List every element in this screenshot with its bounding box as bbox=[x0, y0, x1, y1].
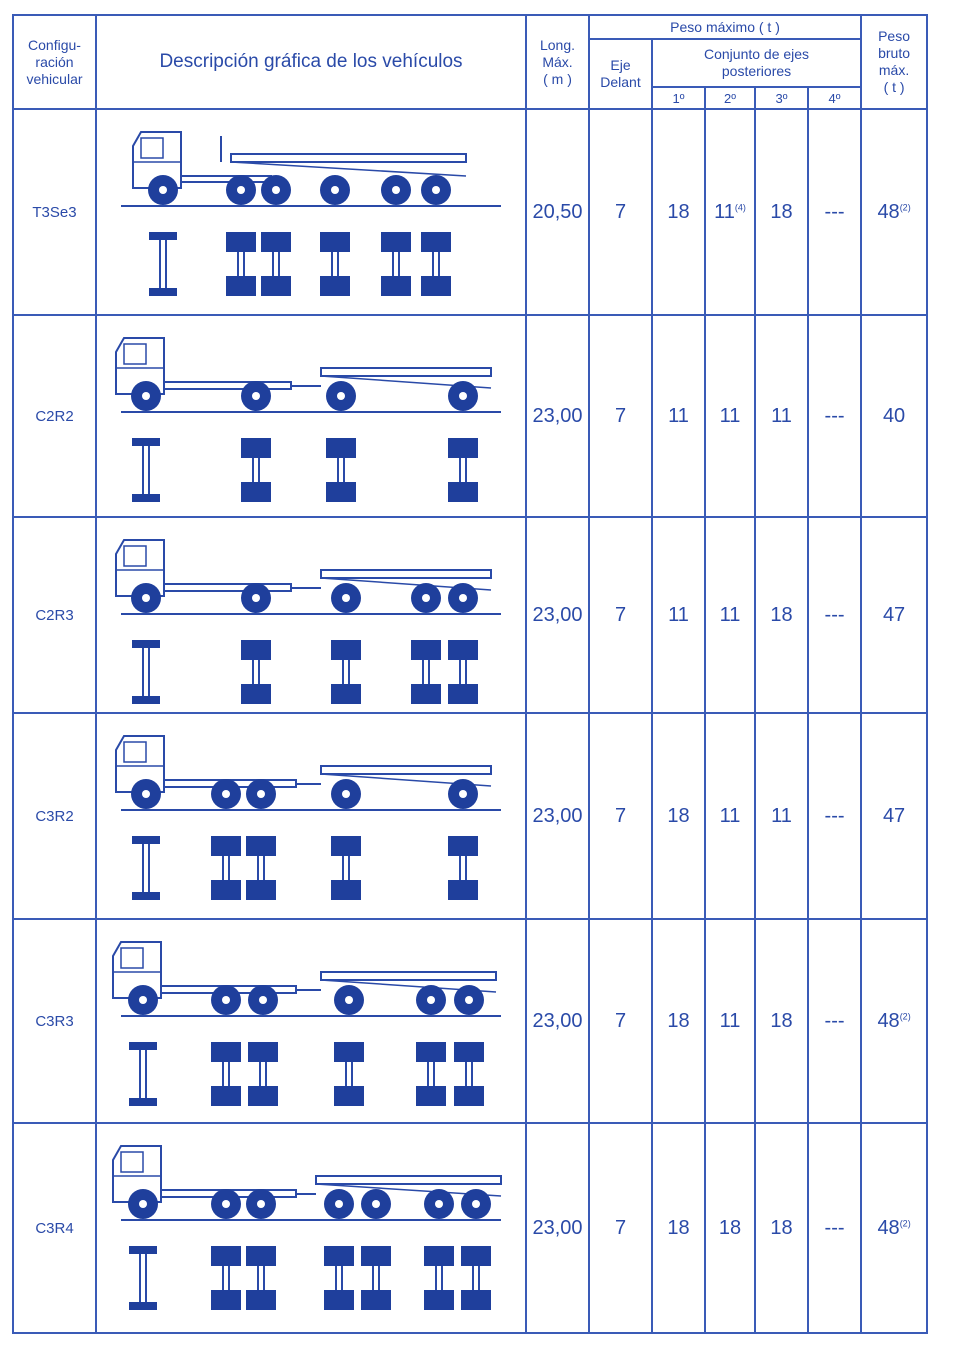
axle3-cell: 11 bbox=[755, 315, 808, 517]
axle-plan-bottom bbox=[448, 684, 478, 704]
wheel-hub bbox=[259, 996, 267, 1004]
axle2-value: 11 bbox=[719, 404, 741, 427]
axle1-cell: 18 bbox=[652, 109, 705, 315]
axle-plan-top bbox=[448, 640, 478, 660]
axle-plan-top bbox=[361, 1246, 391, 1266]
wheel-hub bbox=[257, 1200, 265, 1208]
axle-plan-top bbox=[448, 438, 478, 458]
axle-plan-bottom bbox=[211, 1086, 241, 1106]
truck-chassis bbox=[164, 584, 291, 591]
gross-cell bbox=[861, 109, 927, 315]
axle-plan-top bbox=[411, 640, 441, 660]
header-gross-line: Peso bbox=[878, 28, 911, 44]
cab-window bbox=[121, 1152, 143, 1172]
wheel-hub bbox=[459, 594, 467, 602]
axle-plan-top bbox=[226, 232, 256, 252]
axle-plan-bottom bbox=[132, 892, 160, 900]
cab-window bbox=[141, 138, 163, 158]
gross-value: 47 bbox=[882, 804, 906, 827]
front-axle-cell: 7 bbox=[589, 517, 652, 713]
axle-plan-top bbox=[334, 1042, 364, 1062]
axle2-value: 11 bbox=[719, 804, 741, 827]
wheel-hub bbox=[139, 1200, 147, 1208]
wheel-hub bbox=[465, 996, 473, 1004]
table-row bbox=[13, 919, 927, 1123]
header-front-axle bbox=[589, 39, 652, 109]
header-axle-2: 2º bbox=[705, 87, 755, 109]
axle-plan-bottom bbox=[448, 482, 478, 502]
axle-plan-bottom bbox=[331, 684, 361, 704]
header-length-line: ( m ) bbox=[543, 70, 572, 87]
config-cell: C3R4 bbox=[13, 1123, 96, 1333]
axle-plan-bottom bbox=[361, 1290, 391, 1310]
trailer-deck bbox=[316, 1176, 501, 1184]
axle4-cell: --- bbox=[808, 713, 861, 919]
wheel-hub bbox=[142, 790, 150, 798]
vehicle-diagram-c3r4 bbox=[101, 1128, 521, 1328]
axle-plan-bottom bbox=[421, 276, 451, 296]
vehicle-drawing-cell bbox=[96, 713, 526, 919]
wheel-hub bbox=[252, 392, 260, 400]
front-axle-cell: 7 bbox=[589, 109, 652, 315]
trailer-deck bbox=[321, 570, 491, 578]
header-config bbox=[13, 15, 96, 109]
gross-cell bbox=[861, 315, 927, 517]
cab-window bbox=[124, 546, 146, 566]
wheel-hub bbox=[159, 186, 167, 194]
axle-plan-bottom bbox=[246, 880, 276, 900]
axle-plan-bottom bbox=[416, 1086, 446, 1106]
axle-plan-top bbox=[211, 836, 241, 856]
axle-plan-top bbox=[331, 640, 361, 660]
axle3-cell: 11 bbox=[755, 713, 808, 919]
front-axle-cell: 7 bbox=[589, 315, 652, 517]
wheel-hub bbox=[139, 996, 147, 1004]
axle-plan-bottom bbox=[246, 1290, 276, 1310]
config-cell: C2R3 bbox=[13, 517, 96, 713]
header-length-line: Long. bbox=[539, 36, 576, 53]
table-row bbox=[13, 315, 927, 517]
header-gross bbox=[861, 15, 927, 109]
axle-plan-top bbox=[211, 1042, 241, 1062]
gross-cell bbox=[861, 919, 927, 1123]
axle-plan-bottom bbox=[132, 696, 160, 704]
axle-plan-bottom bbox=[320, 276, 350, 296]
config-cell: C2R2 bbox=[13, 315, 96, 517]
axle-plan-bottom bbox=[324, 1290, 354, 1310]
front-axle-cell: 7 bbox=[589, 1123, 652, 1333]
wheel-hub bbox=[342, 594, 350, 602]
wheel-hub bbox=[392, 186, 400, 194]
wheel-hub bbox=[337, 392, 345, 400]
header-config-line: vehicular bbox=[26, 70, 83, 87]
vehicle-drawing-cell bbox=[96, 919, 526, 1123]
axle-plan-top bbox=[424, 1246, 454, 1266]
length-cell: 20,50 bbox=[526, 109, 589, 315]
table-row bbox=[13, 1123, 927, 1333]
wheel-hub bbox=[432, 186, 440, 194]
header-max-weight: Peso máximo ( t ) bbox=[589, 15, 861, 39]
wheel-hub bbox=[435, 1200, 443, 1208]
cab-window bbox=[124, 742, 146, 762]
header-front-line: Eje bbox=[610, 57, 631, 73]
wheel-hub bbox=[142, 594, 150, 602]
length-cell: 23,00 bbox=[526, 713, 589, 919]
axle2-cell bbox=[705, 713, 755, 919]
header-config-line: Configu- bbox=[28, 36, 81, 53]
axle-plan-top bbox=[421, 232, 451, 252]
axle-plan-top bbox=[241, 438, 271, 458]
wheel-hub bbox=[222, 1200, 230, 1208]
table-row bbox=[13, 517, 927, 713]
length-cell: 23,00 bbox=[526, 919, 589, 1123]
vehicle-diagram-t3se3 bbox=[101, 114, 521, 310]
axle-plan-top bbox=[448, 836, 478, 856]
axle-plan-bottom bbox=[381, 276, 411, 296]
axle3-cell: 18 bbox=[755, 517, 808, 713]
axle2-cell bbox=[705, 109, 755, 315]
axle4-cell: --- bbox=[808, 517, 861, 713]
wheel-hub bbox=[472, 1200, 480, 1208]
axle-plan-top bbox=[416, 1042, 446, 1062]
header-gross-line: ( t ) bbox=[883, 79, 905, 95]
axle3-cell: 18 bbox=[755, 1123, 808, 1333]
axle-plan-top bbox=[129, 1042, 157, 1050]
axle-plan-bottom bbox=[226, 276, 256, 296]
axle1-cell: 18 bbox=[652, 919, 705, 1123]
axle2-value: 18 bbox=[718, 1216, 742, 1239]
trailer-deck bbox=[231, 154, 466, 162]
axle2-value: 11 bbox=[719, 603, 741, 626]
config-cell: T3Se3 bbox=[13, 109, 96, 315]
wheel-hub bbox=[459, 790, 467, 798]
length-cell: 23,00 bbox=[526, 315, 589, 517]
gross-value: 48 bbox=[877, 1216, 900, 1239]
axle-plan-bottom bbox=[424, 1290, 454, 1310]
axle-plan-bottom bbox=[461, 1290, 491, 1310]
axle-plan-bottom bbox=[149, 288, 177, 296]
axle-plan-bottom bbox=[241, 482, 271, 502]
axle2-value: 11 bbox=[714, 200, 735, 223]
axle4-cell: --- bbox=[808, 919, 861, 1123]
axle-plan-bottom bbox=[326, 482, 356, 502]
axle-plan-bottom bbox=[132, 494, 160, 502]
trailer-deck bbox=[321, 972, 496, 980]
table-row bbox=[13, 109, 927, 315]
axle-plan-top bbox=[454, 1042, 484, 1062]
header-rear-axles bbox=[652, 39, 861, 87]
axle4-cell: --- bbox=[808, 315, 861, 517]
wheel-hub bbox=[222, 790, 230, 798]
header-length-line: Máx. bbox=[542, 53, 573, 70]
axle-plan-bottom bbox=[248, 1086, 278, 1106]
wheel-hub bbox=[422, 594, 430, 602]
axle-plan-bottom bbox=[334, 1086, 364, 1106]
axle4-cell: --- bbox=[808, 1123, 861, 1333]
axle3-cell: 18 bbox=[755, 919, 808, 1123]
axle3-cell: 18 bbox=[755, 109, 808, 315]
vehicle-diagram-c2r2 bbox=[101, 320, 521, 512]
gross-value: 40 bbox=[882, 404, 906, 427]
footnote-mark: (2) bbox=[899, 1010, 911, 1021]
vehicle-drawing-cell bbox=[96, 109, 526, 315]
front-axle-cell: 7 bbox=[589, 713, 652, 919]
axle-plan-bottom bbox=[448, 880, 478, 900]
wheel-hub bbox=[237, 186, 245, 194]
header-front-line: Delant bbox=[600, 74, 641, 90]
axle2-value: 11 bbox=[719, 1009, 741, 1032]
axle-plan-top bbox=[132, 640, 160, 648]
gross-cell bbox=[861, 1123, 927, 1333]
vehicle-drawing-cell bbox=[96, 517, 526, 713]
header-axle-3: 3º bbox=[755, 87, 808, 109]
trailer-frame bbox=[231, 162, 466, 176]
axle1-cell: 18 bbox=[652, 1123, 705, 1333]
truck-chassis bbox=[164, 382, 291, 389]
axle-plan-bottom bbox=[331, 880, 361, 900]
axle-plan-bottom bbox=[211, 880, 241, 900]
wheel-hub bbox=[427, 996, 435, 1004]
axle-plan-bottom bbox=[129, 1098, 157, 1106]
axle-plan-top bbox=[248, 1042, 278, 1062]
vehicle-diagram-c3r3 bbox=[101, 924, 521, 1118]
axle-plan-bottom bbox=[241, 684, 271, 704]
tractor-chassis bbox=[181, 176, 271, 182]
axle-plan-top bbox=[320, 232, 350, 252]
wheel-hub bbox=[222, 996, 230, 1004]
axle-plan-top bbox=[461, 1246, 491, 1266]
vehicle-diagram-c2r3 bbox=[101, 522, 521, 708]
config-cell: C3R3 bbox=[13, 919, 96, 1123]
axle1-cell: 11 bbox=[652, 517, 705, 713]
header-gross-line: máx. bbox=[878, 62, 910, 78]
axle4-cell: --- bbox=[808, 109, 861, 315]
table-row bbox=[13, 713, 927, 919]
axle-plan-bottom bbox=[129, 1302, 157, 1310]
wheel-hub bbox=[345, 996, 353, 1004]
footnote-mark: (2) bbox=[899, 201, 911, 212]
gross-value: 48 bbox=[877, 200, 900, 223]
length-cell: 23,00 bbox=[526, 517, 589, 713]
axle1-cell: 11 bbox=[652, 315, 705, 517]
header-description: Descripción gráfica de los vehículos bbox=[96, 15, 526, 109]
axle2-cell bbox=[705, 1123, 755, 1333]
gross-value: 48 bbox=[877, 1009, 900, 1032]
trailer-deck bbox=[321, 368, 491, 376]
wheel-hub bbox=[335, 1200, 343, 1208]
axle-plan-bottom bbox=[454, 1086, 484, 1106]
header-gross-line: bruto bbox=[878, 45, 911, 61]
axle-plan-top bbox=[326, 438, 356, 458]
axle-plan-top bbox=[246, 1246, 276, 1266]
axle-plan-bottom bbox=[211, 1290, 241, 1310]
config-cell: C3R2 bbox=[13, 713, 96, 919]
axle-plan-top bbox=[324, 1246, 354, 1266]
axle-plan-bottom bbox=[261, 276, 291, 296]
vehicle-weights-table bbox=[12, 14, 928, 1334]
footnote-mark: (4) bbox=[734, 201, 746, 212]
trailer-deck bbox=[321, 766, 491, 774]
axle2-cell bbox=[705, 919, 755, 1123]
header-rear-line: Conjunto de ejes bbox=[703, 46, 810, 62]
axle-plan-top bbox=[132, 438, 160, 446]
axle-plan-bottom bbox=[411, 684, 441, 704]
gross-cell bbox=[861, 517, 927, 713]
wheel-hub bbox=[372, 1200, 380, 1208]
axle-plan-top bbox=[211, 1246, 241, 1266]
cab-window bbox=[121, 948, 143, 968]
wheel-hub bbox=[142, 392, 150, 400]
length-cell: 23,00 bbox=[526, 1123, 589, 1333]
axle-plan-top bbox=[261, 232, 291, 252]
wheel-hub bbox=[331, 186, 339, 194]
axle-plan-top bbox=[246, 836, 276, 856]
header-length bbox=[526, 15, 589, 109]
wheel-hub bbox=[252, 594, 260, 602]
wheel-hub bbox=[257, 790, 265, 798]
axle2-cell bbox=[705, 315, 755, 517]
axle-plan-top bbox=[129, 1246, 157, 1254]
axle-plan-top bbox=[241, 640, 271, 660]
header-config-line: ración bbox=[35, 53, 74, 70]
header-rear-line: posteriores bbox=[721, 63, 792, 79]
vehicle-drawing-cell bbox=[96, 1123, 526, 1333]
front-axle-cell: 7 bbox=[589, 919, 652, 1123]
axle-plan-top bbox=[331, 836, 361, 856]
axle1-cell: 18 bbox=[652, 713, 705, 919]
wheel-hub bbox=[459, 392, 467, 400]
wheel-hub bbox=[342, 790, 350, 798]
gross-cell bbox=[861, 713, 927, 919]
header-axle-1: 1º bbox=[652, 87, 705, 109]
vehicle-diagram-c3r2 bbox=[101, 718, 521, 914]
gross-value: 47 bbox=[882, 603, 906, 626]
footnote-mark: (2) bbox=[899, 1217, 911, 1228]
axle-plan-top bbox=[381, 232, 411, 252]
axle2-cell bbox=[705, 517, 755, 713]
axle-plan-top bbox=[132, 836, 160, 844]
vehicle-drawing-cell bbox=[96, 315, 526, 517]
header-axle-4: 4º bbox=[808, 87, 861, 109]
axle-plan-top bbox=[149, 232, 177, 240]
cab-window bbox=[124, 344, 146, 364]
wheel-hub bbox=[272, 186, 280, 194]
